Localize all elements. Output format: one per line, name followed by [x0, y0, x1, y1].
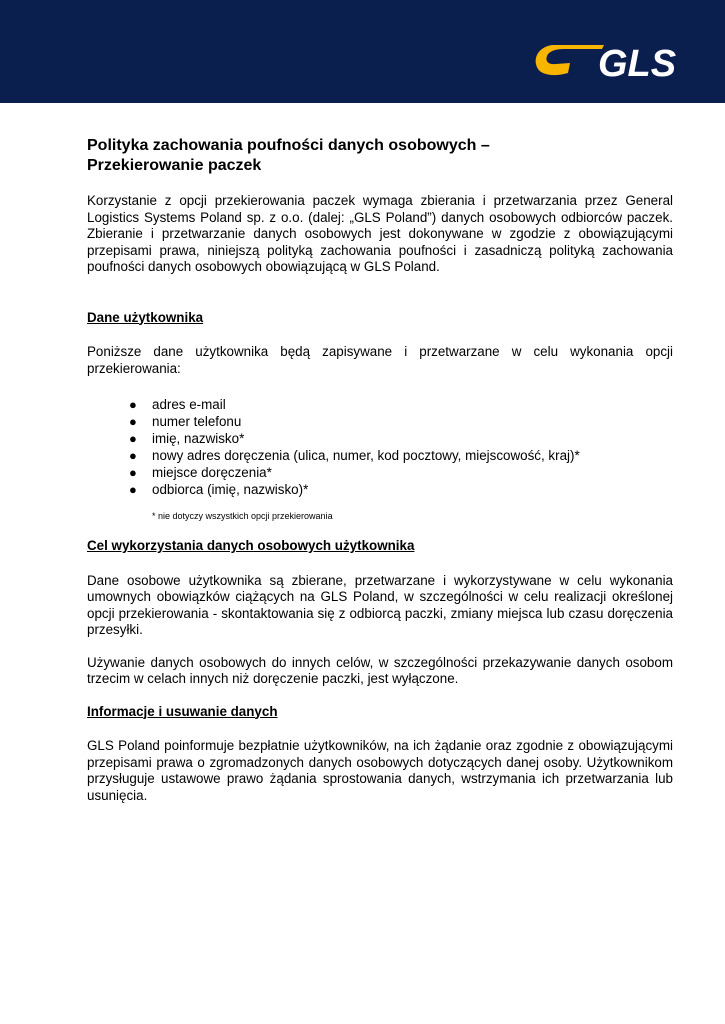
list-item: ● imię, nazwisko*: [129, 431, 245, 446]
list-item: ● odbiorca (imię, nazwisko)*: [129, 482, 309, 497]
bullet-icon: ●: [129, 465, 137, 480]
purpose-paragraph-1: Dane osobowe użytkownika są zbierane, przetwarzane i wykorzystywane w celu wykonania umownych obowiązków ciążących na GLS Poland, w szczególności w celu realizacji określonej opcji przekierowania - skontaktowania się z odbiorcą paczki, zmiany miejsca lub czasu doręczenia przesyłki.: [87, 572, 673, 637]
user-data-list: [87, 396, 673, 498]
section-title-purpose: Cel wykorzystania danych osobowych użytkownika: [87, 538, 415, 553]
gls-logo: [530, 37, 685, 83]
list-item: ● miejsce doręczenia*: [129, 465, 272, 480]
section-title-user-data: Dane użytkownika: [87, 309, 204, 325]
info-deletion-paragraph: GLS Poland poinformuje bezpłatnie użytkowników, na ich żądanie oraz zgodnie z obowiązującymi przepisami prawa o zgromadzonych danych osobowych dotyczących danej osoby. Użytkownikom przysługuje ustawowe prawo żądania sprostowania danych, wstrzymania ich przetwarzania lub usunięcia.: [87, 738, 673, 803]
bullet-icon: ●: [129, 414, 137, 429]
list-item: ● nowy adres doręczenia (ulica, numer, kod pocztowy, miejscowość, kraj)*: [129, 448, 580, 463]
purpose-paragraph-2: Używanie danych osobowych do innych celów, w szczególności przekazywanie danych osobom trzecim w celach innych niż doręczenie paczki, jest wyłączone.: [87, 654, 673, 686]
title-line-2: Przekierowanie paczek: [87, 157, 262, 174]
document-body: [87, 136, 673, 804]
bullet-icon: ●: [129, 448, 137, 463]
user-data-paragraph: Poniższe dane użytkownika będą zapisywane i przetwarzane w celu wykonania opcji przekierowania:: [87, 344, 673, 376]
bullet-icon: ●: [129, 431, 137, 446]
logo-text: GLS: [598, 43, 677, 83]
list-item: ● numer telefonu: [129, 414, 242, 429]
list-item: ● adres e-mail: [129, 397, 226, 412]
intro-paragraph: Korzystanie z opcji przekierowania paczek wymaga zbierania i przetwarzania przez General Logistics Systems Poland sp. z o.o. (dalej: „GLS Poland”) danych osobowych odbiorców paczek. Zbieranie i przetwarzanie danych osobowych jest dokonywane w zgodzie z obowiązującymi przepisami prawa, niniejszą polityką zachowania poufności i zasadniczą polityką zachowania poufności danych osobowych obowiązującą w GLS Poland.: [87, 193, 673, 274]
title-line-1: Polityka zachowania poufności danych osobowych –: [87, 137, 490, 154]
page-title: [87, 136, 673, 176]
section-title-info-deletion: Informacje i usuwanie danych: [87, 703, 278, 719]
gls-swoosh-icon: [530, 37, 685, 83]
header-banner: [0, 0, 725, 103]
bullet-icon: ●: [129, 482, 137, 497]
footnote: * nie dotyczy wszystkich opcji przekierowania: [152, 511, 333, 521]
bullet-icon: ●: [129, 397, 137, 412]
